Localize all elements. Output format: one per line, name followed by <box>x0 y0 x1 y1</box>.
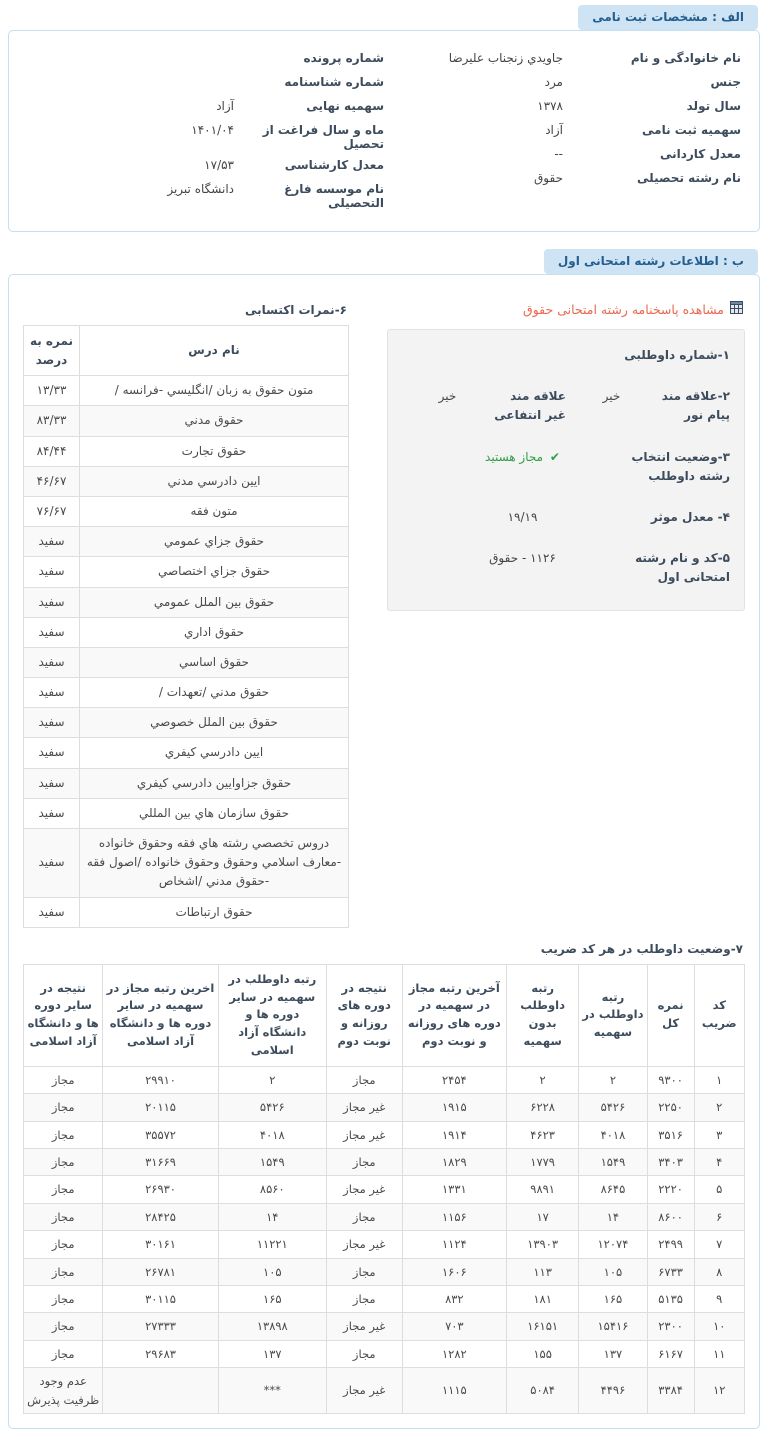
table-cell: ۱۱۲۴ <box>402 1231 507 1258</box>
section-b-tab-wrap <box>8 244 760 274</box>
table-cell: ۲۸۴۲۵ <box>103 1203 218 1230</box>
field-value: ۱۳۷۸ <box>537 99 563 113</box>
table-cell: مجاز <box>24 1066 103 1093</box>
table-row <box>24 1258 745 1285</box>
table-cell: سفید <box>24 798 80 828</box>
field-value <box>27 75 234 92</box>
table-row <box>24 527 349 557</box>
table-cell: سفید <box>24 617 80 647</box>
grades-table-title: ۶-نمرات اکتسابی <box>244 303 347 317</box>
table-cell: ۳۴۰۳ <box>647 1148 694 1175</box>
table-cell: ۱۸۲۹ <box>402 1148 507 1175</box>
effective-gpa-label: ۴- معدل موثر <box>650 509 730 524</box>
view-answer-sheet-link[interactable] <box>387 301 743 317</box>
table-row <box>24 1203 745 1230</box>
table-row <box>24 678 349 708</box>
table-cell: ۹ <box>694 1285 744 1312</box>
first-exam-field-box <box>8 274 760 1429</box>
table-cell: ۱۶۰۶ <box>402 1258 507 1285</box>
table-cell: سفید <box>24 738 80 768</box>
table-cell: ۸۶۴۵ <box>579 1176 647 1203</box>
table-cell: ۱۳۷ <box>579 1340 647 1367</box>
field-row <box>27 99 384 116</box>
table-cell: ۴۴۹۶ <box>579 1368 647 1414</box>
table-cell: ۵۴۲۶ <box>218 1094 326 1121</box>
table-cell: ۹۳۰۰ <box>647 1066 694 1093</box>
registration-info-box <box>8 30 760 232</box>
table-row <box>24 1313 745 1340</box>
table-cell: حقوق اداري <box>80 617 349 647</box>
table-cell: ۱۶۱۵۱ <box>507 1313 579 1340</box>
table-cell: غیر مجاز <box>326 1368 402 1414</box>
table-cell: مجاز <box>24 1121 103 1148</box>
table-cell: ۱۸۱ <box>507 1285 579 1312</box>
section-a-tab-wrap <box>8 0 760 30</box>
table-cell: ۲۴۵۴ <box>402 1066 507 1093</box>
field-label: ماه و سال فراغت از تحصیل <box>262 123 384 151</box>
table-row <box>24 738 349 768</box>
table-cell: ۲۳۰۰ <box>647 1313 694 1340</box>
table-cell: ۴۶۲۳ <box>507 1121 579 1148</box>
field-label: معدل کارشناسی <box>284 158 384 172</box>
coef-table-head <box>24 964 745 1066</box>
table-cell: مجاز <box>24 1231 103 1258</box>
table-row <box>24 1176 745 1203</box>
field-label: نام رشته تحصیلی <box>637 171 741 185</box>
field-row <box>27 182 384 210</box>
table-cell: ۷۰۳ <box>402 1313 507 1340</box>
table-cell: مجاز <box>326 1340 402 1367</box>
table-cell: سفید <box>24 829 80 898</box>
table-cell: ۵ <box>694 1176 744 1203</box>
table-cell: مجاز <box>24 1203 103 1230</box>
table-cell: ۱۱۲۲۱ <box>218 1231 326 1258</box>
table-cell: مجاز <box>24 1340 103 1367</box>
field-row <box>27 51 384 68</box>
table-header-cell: رتبه داوطلب بدون سهمیه <box>507 964 579 1066</box>
table-header-cell: نام درس <box>80 326 349 376</box>
field-value: حقوق <box>534 171 563 185</box>
table-cell: ۱۶۵ <box>579 1285 647 1312</box>
field-value: مرد <box>544 75 563 89</box>
table-row <box>24 617 349 647</box>
candidate-number-row <box>402 346 730 365</box>
table-cell: مجاز <box>326 1066 402 1093</box>
table-row <box>24 897 349 927</box>
table-cell: ۲۶۹۳۰ <box>103 1176 218 1203</box>
coef-table-title: ۷-وضعیت داوطلب در هر کد ضریب <box>540 941 743 956</box>
table-row <box>24 1285 745 1312</box>
table-cell: ۱۵۴۱۶ <box>579 1313 647 1340</box>
field-value: جاویدي زنجناب علیرضا <box>448 51 563 65</box>
table-cell: حقوق جزاي عمومي <box>80 527 349 557</box>
table-cell: حقوق تجارت <box>80 436 349 466</box>
table-row <box>24 436 349 466</box>
field-row <box>384 99 741 116</box>
field-row <box>384 171 741 188</box>
table-cell: ۹۸۹۱ <box>507 1176 579 1203</box>
coef-table <box>23 964 745 1414</box>
table-cell: ۲۲۵۰ <box>647 1094 694 1121</box>
table-cell: حقوق سازمان هاي بین المللي <box>80 798 349 828</box>
table-header-cell: اخرین رتبه مجاز در سهمیه در سایر دوره ها و دانشگاه آزاد اسلامی <box>103 964 218 1066</box>
table-cell: ۳۳۸۴ <box>647 1368 694 1414</box>
table-row <box>24 587 349 617</box>
table-cell: ۱۳۷ <box>218 1340 326 1367</box>
table-cell: ۱۰۵ <box>218 1258 326 1285</box>
table-header-cell: نتیجه در سایر دوره ها و دانشگاه آزاد اسلامی <box>24 964 103 1066</box>
table-cell: ۲ <box>507 1066 579 1093</box>
table-cell: حقوق اساسي <box>80 647 349 677</box>
table-cell: ۱۴ <box>218 1203 326 1230</box>
selection-status-value-wrap <box>440 448 605 486</box>
table-cell: مجاز <box>326 1203 402 1230</box>
table-cell: ۸۵۶۰ <box>218 1176 326 1203</box>
interest-nonprofit-label: علاقه مند غیر انتفاعی <box>494 389 566 423</box>
section-a-tab: الف : مشخصات ثبت نامی <box>578 5 758 30</box>
table-cell: مجاز <box>326 1148 402 1175</box>
table-cell: مجاز <box>24 1094 103 1121</box>
exam-info-top-area <box>23 293 745 928</box>
table-cell: سفید <box>24 647 80 677</box>
table-row <box>24 768 349 798</box>
table-cell: غیر مجاز <box>326 1094 402 1121</box>
table-cell: ۴۶/۶۷ <box>24 466 80 496</box>
field-label: نام خانوادگی و نام <box>630 51 741 65</box>
field-label: شماره پرونده <box>303 51 384 65</box>
field-value: -- <box>554 147 563 161</box>
table-header-cell: نمره کل <box>647 964 694 1066</box>
table-row <box>24 1148 745 1175</box>
table-header-cell: رتبه داوطلب در سهمیه در سایر دوره ها و دانشگاه آزاد اسلامی <box>218 964 326 1066</box>
table-cell: ۲۰۱۱۵ <box>103 1094 218 1121</box>
field-row <box>384 123 741 140</box>
field-row <box>27 75 384 92</box>
selection-status-row <box>402 448 730 486</box>
registration-info-section <box>8 0 760 232</box>
table-cell: ۲ <box>579 1066 647 1093</box>
table-row <box>24 376 349 406</box>
table-cell: ۷۶/۶۷ <box>24 496 80 526</box>
table-row <box>24 1094 745 1121</box>
table-cell: مجاز <box>326 1285 402 1312</box>
table-row <box>24 647 349 677</box>
field-label: سال تولد <box>686 99 741 113</box>
interest-pnu-label: ۲-علاقه مند پیام نور <box>661 389 730 423</box>
table-cell: سفید <box>24 557 80 587</box>
table-cell: ۱۱۵۶ <box>402 1203 507 1230</box>
table-cell: ۶ <box>694 1203 744 1230</box>
table-row <box>24 496 349 526</box>
field-value: ۱۷/۵۳ <box>204 158 234 172</box>
registration-fields-left-column <box>27 51 384 217</box>
table-cell: حقوق مدني /تعهدات / <box>80 678 349 708</box>
table-cell: ۲۶۷۸۱ <box>103 1258 218 1285</box>
field-code-label: ۵-کد و نام رشته امتحانی اول <box>635 551 730 585</box>
table-cell: ۳۰۱۱۵ <box>103 1285 218 1312</box>
candidate-number-label: ۱-شماره داوطلبی <box>624 348 730 362</box>
table-cell: ۲ <box>218 1066 326 1093</box>
table-cell: ۲۴۹۹ <box>647 1231 694 1258</box>
field-row <box>384 147 741 164</box>
table-cell: ۶۷۳۳ <box>647 1258 694 1285</box>
table-cell: حقوق ارتباطات <box>80 897 349 927</box>
table-row <box>24 1066 745 1093</box>
view-answer-sheet-label: مشاهده پاسخنامه رشته امتحانی حقوق <box>523 301 724 317</box>
table-cell: *** <box>218 1368 326 1414</box>
table-cell: سفید <box>24 587 80 617</box>
table-cell: ۱۱۱۵ <box>402 1368 507 1414</box>
effective-gpa-value: ۱۹/۱۹ <box>507 509 538 524</box>
table-cell <box>103 1368 218 1414</box>
table-cell: ۱۳۹۰۳ <box>507 1231 579 1258</box>
table-cell: ۲ <box>694 1094 744 1121</box>
table-cell: ۱ <box>694 1066 744 1093</box>
table-cell: ۱۵۴۹ <box>579 1148 647 1175</box>
table-cell: ۸۴/۴۴ <box>24 436 80 466</box>
table-cell: ۲۷۳۳۳ <box>103 1313 218 1340</box>
table-cell: ۸۶۰۰ <box>647 1203 694 1230</box>
table-cell: ۵۱۳۵ <box>647 1285 694 1312</box>
table-row <box>24 1231 745 1258</box>
table-cell: ۸۳۲ <box>402 1285 507 1312</box>
table-cell: ۱۹۱۴ <box>402 1121 507 1148</box>
table-cell: ۱۵۵ <box>507 1340 579 1367</box>
table-cell: ۶۱۶۷ <box>647 1340 694 1367</box>
selection-status-value: مجاز هستید <box>485 449 544 464</box>
table-header-cell: کد ضریب <box>694 964 744 1066</box>
table-cell: ۱۲۰۷۴ <box>579 1231 647 1258</box>
table-cell: ۶۲۲۸ <box>507 1094 579 1121</box>
field-row <box>384 51 741 68</box>
table-cell: مجاز <box>24 1148 103 1175</box>
table-cell: ۴ <box>694 1148 744 1175</box>
table-cell: متون حقوق به زبان /انگلیسي -فرانسه / <box>80 376 349 406</box>
table-cell: سفید <box>24 708 80 738</box>
table-row <box>24 1121 745 1148</box>
table-cell: ۱۳۳۱ <box>402 1176 507 1203</box>
table-cell: ۱۱۳ <box>507 1258 579 1285</box>
table-cell: ۴۰۱۸ <box>218 1121 326 1148</box>
table-cell: سفید <box>24 527 80 557</box>
table-header-cell: آخرین رتبه مجاز در سهمیه در دوره های روزانه و نوبت دوم <box>402 964 507 1066</box>
table-cell: ۳۰۱۶۱ <box>103 1231 218 1258</box>
field-label: نام موسسه فارغ التحصیلی <box>284 182 384 210</box>
table-cell: حقوق جزاي اختصاصي <box>80 557 349 587</box>
table-cell: ۴۰۱۸ <box>579 1121 647 1148</box>
table-cell: ۱۲۸۲ <box>402 1340 507 1367</box>
section-b-tab: ب : اطلاعات رشته امتحانی اول <box>544 249 758 274</box>
grades-header-row <box>24 326 349 376</box>
table-cell: عدم وجود ظرفیت پذیرش <box>24 1368 103 1414</box>
effective-gpa-row <box>402 508 730 527</box>
table-cell: حقوق جزاوايين دادرسي کیفري <box>80 768 349 798</box>
table-cell: ۵۴۲۶ <box>579 1094 647 1121</box>
field-value: آزاد <box>545 123 563 137</box>
table-cell: غیر مجاز <box>326 1313 402 1340</box>
grades-column <box>23 293 349 928</box>
field-label: معدل کاردانی <box>659 147 741 161</box>
table-cell: ۸ <box>694 1258 744 1285</box>
table-cell: مجاز <box>24 1176 103 1203</box>
table-cell: ۱۴ <box>579 1203 647 1230</box>
table-cell: متون فقه <box>80 496 349 526</box>
table-cell: ۱۷۷۹ <box>507 1148 579 1175</box>
table-cell: ۲۹۹۱۰ <box>103 1066 218 1093</box>
table-row <box>24 829 349 898</box>
table-cell: حقوق بین الملل خصوصي <box>80 708 349 738</box>
field-code-value: ۱۱۲۶ - حقوق <box>489 551 556 566</box>
table-cell: ۳ <box>694 1121 744 1148</box>
table-cell: ايين دادرسي کیفري <box>80 738 349 768</box>
field-code-row <box>402 549 730 587</box>
table-cell: ايين دادرسي مدني <box>80 466 349 496</box>
grades-table <box>23 325 349 928</box>
table-row <box>24 1368 745 1414</box>
field-label: سهمیه نهایی <box>306 99 384 113</box>
selection-status-label: ۳-وضعیت انتخاب رشته داوطلب <box>631 449 730 483</box>
table-cell: ۵۰۸۴ <box>507 1368 579 1414</box>
table-row <box>24 466 349 496</box>
table-cell: ۱۰ <box>694 1313 744 1340</box>
table-cell: حقوق بین الملل عمومي <box>80 587 349 617</box>
coef-table-body <box>24 1066 745 1413</box>
table-cell: ۱۶۵ <box>218 1285 326 1312</box>
coef-header-row <box>24 964 745 1066</box>
exam-info-panel-column <box>387 293 745 928</box>
table-cell: ۱۱ <box>694 1340 744 1367</box>
table-cell: ۱۷ <box>507 1203 579 1230</box>
answer-sheet-icon <box>730 301 743 317</box>
field-label: شماره شناسنامه <box>284 75 384 89</box>
table-header-cell: رتبه داوطلب در سهمیه <box>579 964 647 1066</box>
table-cell: ۷ <box>694 1231 744 1258</box>
table-cell: غیر مجاز <box>326 1176 402 1203</box>
table-cell: مجاز <box>326 1258 402 1285</box>
field-value <box>27 51 234 68</box>
table-cell: ۳۵۱۶ <box>647 1121 694 1148</box>
field-value: آزاد <box>216 99 234 113</box>
field-row <box>27 123 384 151</box>
table-row <box>24 406 349 436</box>
table-cell: ۲۹۶۸۳ <box>103 1340 218 1367</box>
table-row <box>24 708 349 738</box>
table-cell: ۳۵۵۷۲ <box>103 1121 218 1148</box>
table-row <box>24 557 349 587</box>
registration-fields-right-column <box>384 51 741 217</box>
interest-row <box>402 387 730 425</box>
table-cell: ۸۳/۳۳ <box>24 406 80 436</box>
table-cell: ۱۹۱۵ <box>402 1094 507 1121</box>
grades-table-head <box>24 326 349 376</box>
table-cell: غیر مجاز <box>326 1121 402 1148</box>
field-value: ۱۴۰۱/۰۴ <box>191 123 234 137</box>
interest-pnu-value: خیر <box>602 389 621 404</box>
candidate-info-panel <box>387 329 745 611</box>
first-exam-field-section <box>8 244 760 1429</box>
registration-fields <box>23 47 745 217</box>
table-cell: ۱۳/۳۳ <box>24 376 80 406</box>
field-label: سهمیه ثبت نامی <box>642 123 741 137</box>
field-value: دانشگاه تبریز <box>167 182 234 196</box>
table-header-cell: نتیجه در دوره های روزانه و نوبت دوم <box>326 964 402 1066</box>
field-row <box>27 158 384 175</box>
table-cell: حقوق مدني <box>80 406 349 436</box>
table-cell: ۱۳۸۹۸ <box>218 1313 326 1340</box>
interest-nonprofit-value: خیر <box>438 389 457 404</box>
table-cell: ۳۱۶۶۹ <box>103 1148 218 1175</box>
table-cell: دروس تخصصي رشته هاي فقه وحقوق خانواده -معارف اسلامي وحقوق وحقوق خانواده /اصول فقه -حقوق مدني /اشخاص <box>80 829 349 898</box>
table-cell: سفید <box>24 768 80 798</box>
table-row <box>24 798 349 828</box>
table-cell: مجاز <box>24 1285 103 1312</box>
table-cell: ۱۵۴۹ <box>218 1148 326 1175</box>
table-row <box>24 1340 745 1367</box>
table-cell: سفید <box>24 897 80 927</box>
table-cell: سفید <box>24 678 80 708</box>
table-cell: ۲۲۲۰ <box>647 1176 694 1203</box>
table-header-cell: نمره به درصد <box>24 326 80 376</box>
table-cell: ۱۰۵ <box>579 1258 647 1285</box>
table-cell: غیر مجاز <box>326 1231 402 1258</box>
table-cell: مجاز <box>24 1313 103 1340</box>
table-cell: ۱۲ <box>694 1368 744 1414</box>
field-row <box>384 75 741 92</box>
check-icon: ✔ <box>549 449 560 464</box>
grades-table-body <box>24 376 349 928</box>
table-cell: مجاز <box>24 1258 103 1285</box>
field-label: جنس <box>710 75 741 89</box>
